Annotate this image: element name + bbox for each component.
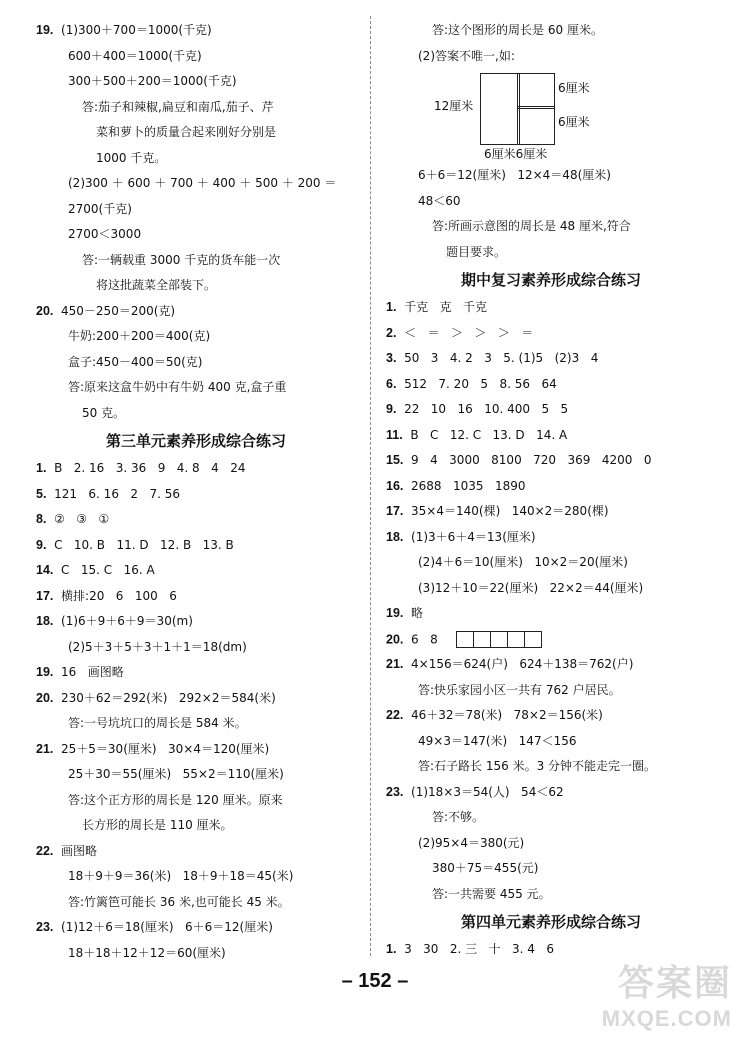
m-line-11: (2)4＋6＝10(厘米) 10×2＝20(厘米) — [418, 555, 628, 569]
q20-line-1: 20. 450－250＝200(克) — [36, 303, 176, 318]
u3-line-6: 17. 横排:20 6 100 6 — [36, 588, 177, 603]
watermark-line-1: 答案圈 — [617, 962, 732, 1003]
u3-line-9: 19. 16 画图略 — [36, 665, 124, 679]
u3-line-13: 25＋30＝55(厘米) 55×2＝110(厘米) — [68, 767, 284, 781]
r-line-4: 48＜60 — [418, 193, 461, 208]
q19-part2-answer-2: 将这批蔬菜全部装下。 — [96, 278, 217, 292]
u3-line-5: 14. C 15. C 16. A — [36, 563, 155, 577]
unit3-heading: 第三单元素养形成综合练习 — [105, 432, 286, 450]
m-line-9: 17. 35×4＝140(棵) 140×2＝280(棵) — [386, 504, 609, 518]
m-line-2: 2. ＜ ＝ ＞ ＞ ＞ ＝ — [386, 325, 534, 340]
r-line-5: 答:所画示意图的周长是 48 厘米,符合 — [432, 219, 631, 233]
q19-answer-1: 答:茄子和辣椒,扁豆和南瓜,茄子、芹 — [82, 99, 274, 114]
m-line-20: 23. (1)18×3＝54(人) 54＜62 — [386, 784, 564, 799]
m-line-17: 22. 46＋32＝78(米) 78×2＝156(米) — [386, 708, 603, 722]
q19-answer-3: 1000 千克。 — [96, 150, 167, 165]
rectangle-figure — [386, 69, 716, 163]
m-line-21: 答:不够。 — [432, 810, 485, 824]
r-line-1: 答:这个图形的周长是 60 厘米。 — [432, 23, 603, 37]
figure-label-bottom: 6厘米6厘米 — [484, 147, 548, 161]
r-line-6: 题目要求。 — [446, 244, 507, 259]
figure-label-right-bottom: 6厘米 — [558, 115, 590, 129]
r-line-3: 6＋6＝12(厘米) 12×4＝48(厘米) — [418, 168, 611, 182]
watermark-logo — [602, 955, 732, 1032]
u3-line-19: 23. (1)12＋6＝18(厘米) 6＋6＝12(厘米) — [36, 920, 273, 934]
q19-line-3: 300＋500＋200＝1000(千克) — [68, 74, 237, 88]
q20-line-3: 盒子:450－400＝50(克) — [68, 354, 203, 369]
m-line-3: 3. 50 3 4. 2 3 5. (1)5 (2)3 4 — [386, 351, 599, 365]
m-line-23: 380＋75＝455(元) — [432, 861, 539, 875]
m-line-18: 49×3＝147(米) 147＜156 — [418, 733, 577, 748]
q20-answer-1: 答:原来这盒牛奶中有牛奶 400 克,盒子重 — [68, 380, 287, 394]
figure-top-right-square — [517, 73, 555, 109]
u3-line-4: 9. C 10. B 11. D 12. B 13. B — [36, 537, 234, 552]
m-line-13: 19. 略 — [386, 606, 424, 620]
u3-line-2: 5. 121 6. 16 2 7. 56 — [36, 486, 181, 501]
m-line-12: (3)12＋10＝22(厘米) 22×2＝44(厘米) — [418, 580, 644, 595]
figure-left-rect — [480, 73, 520, 145]
u3-line-11: 答:一号坑坑口的周长是 584 米。 — [68, 716, 247, 730]
m-line-19: 答:石子路长 156 米。3 分钟不能走完一圈。 — [418, 759, 657, 773]
m-line-15: 21. 4×156＝624(户) 624＋138＝762(户) — [386, 657, 634, 671]
u3-line-14: 答:这个正方形的周长是 120 厘米。原来 — [68, 792, 283, 807]
figure-bottom-right-square — [517, 106, 555, 145]
m-line-7: 15. 9 4 3000 8100 720 369 4200 0 — [386, 453, 652, 467]
figure-label-left: 12厘米 — [434, 99, 474, 113]
u3-line-17: 18＋9＋9＝36(米) 18＋9＋18＝45(米) — [68, 869, 294, 883]
right-column — [386, 18, 716, 963]
r-line-2: (2)答案不唯一,如: — [418, 48, 515, 63]
u3-line-20: 18＋18＋12＋12＝60(厘米) — [68, 945, 226, 960]
q19-part2-2: 2700(千克) — [68, 201, 132, 216]
u3-line-7: 18. (1)6＋9＋6＋9＝30(m) — [36, 614, 193, 628]
m-line-6: 11. B C 12. C 13. D 14. A — [386, 427, 568, 442]
u3-line-8: (2)5＋3＋5＋3＋1＋1＝18(dm) — [68, 639, 247, 654]
u3-line-18: 答:竹篱笆可能长 36 米,也可能长 45 米。 — [68, 894, 290, 909]
page-number: – 152 – — [341, 970, 409, 992]
q19-answer-2: 菜和萝卜的质量合起来刚好分别是 — [96, 125, 277, 139]
m-line-4: 6. 512 7. 20 5 8. 56 64 — [386, 376, 557, 391]
u3-line-3: 8. ② ③ ① — [36, 512, 110, 526]
q19-line-2: 600＋400＝1000(千克) — [68, 48, 202, 63]
column-divider — [370, 16, 371, 956]
watermark-line-2: MXQE.COM — [601, 1006, 732, 1031]
u4-line-1: 1. 3 30 2. 三 十 3. 4 6 — [386, 942, 554, 956]
figure-label-right-top: 6厘米 — [558, 81, 590, 95]
m-line-1: 1. 千克 克 千克 — [386, 300, 487, 314]
m-line-22: (2)95×4＝380(元) — [418, 835, 525, 850]
q19-part2-answer-1: 答:一辆载重 3000 千克的货车能一次 — [82, 252, 281, 267]
midterm-heading: 期中复习素养形成综合练习 — [460, 271, 641, 289]
m-line-24: 答:一共需要 455 元。 — [432, 886, 551, 901]
q19-line-1: 19. (1)300＋700＝1000(千克) — [36, 23, 212, 37]
m-line-5: 9. 22 10 16 10. 400 5 5 — [386, 402, 569, 416]
q19-part2-1: (2)300 ＋ 600 ＋ 700 ＋ 400 ＋ 500 ＋ 200 ＝ — [68, 176, 337, 190]
q19-part2-3: 2700＜3000 — [68, 227, 142, 241]
answer-boxes — [456, 627, 541, 653]
m-line-8: 16. 2688 1035 1890 — [386, 478, 526, 493]
unit4-heading: 第四单元素养形成综合练习 — [460, 913, 641, 931]
u3-line-1: 1. B 2. 16 3. 36 9 4. 8 4 24 — [36, 461, 246, 475]
q20-line-2: 牛奶:200＋200＝400(克) — [68, 329, 211, 343]
m-line-16: 答:快乐家园小区一共有 762 户居民。 — [418, 682, 621, 697]
m-line-10: 18. (1)3＋6＋4＝13(厘米) — [386, 529, 536, 544]
u3-line-16: 22. 画图略 — [36, 843, 98, 858]
u3-line-10: 20. 230＋62＝292(米) 292×2＝584(米) — [36, 690, 276, 705]
m-line-14: 20. 6 8 — [386, 627, 716, 653]
q20-answer-2: 50 克。 — [82, 405, 126, 420]
u3-line-15: 长方形的周长是 110 厘米。 — [82, 818, 233, 832]
left-column — [36, 18, 356, 966]
u3-line-12: 21. 25＋5＝30(厘米) 30×4＝120(厘米) — [36, 741, 270, 756]
